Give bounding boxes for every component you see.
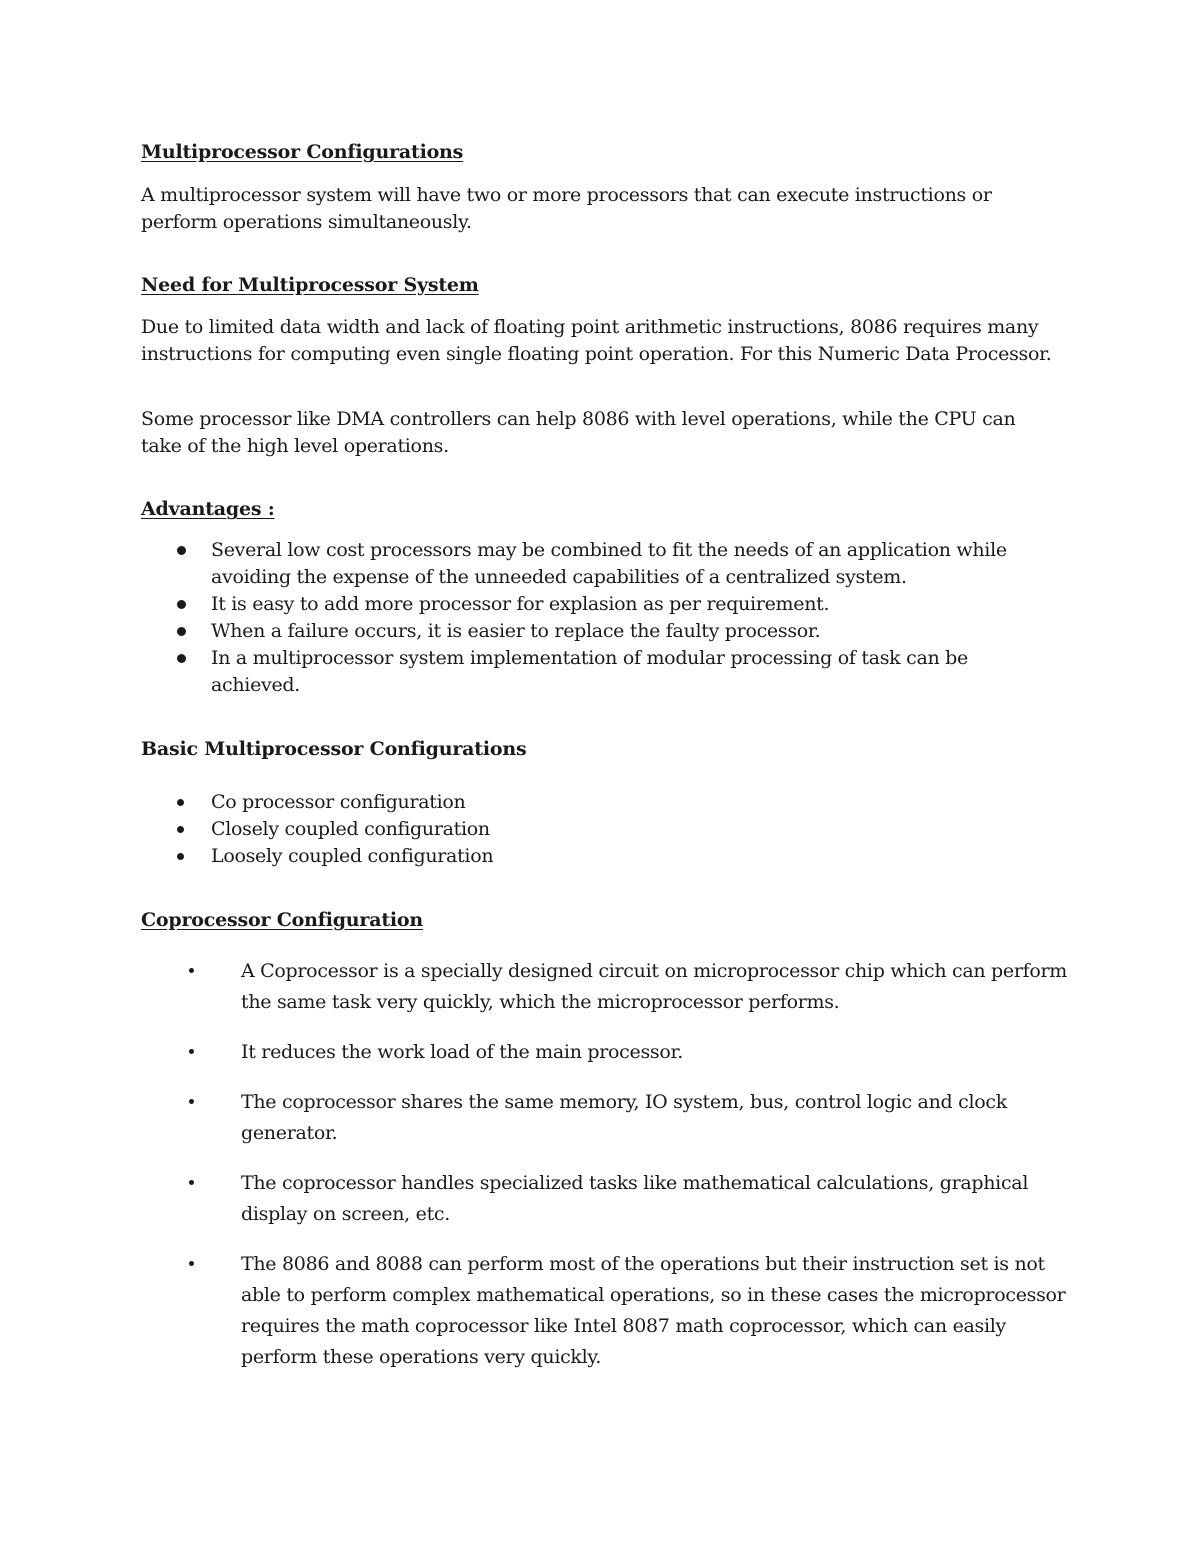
list-item-text: It is easy to add more processor for explasion as per requirement.	[211, 593, 830, 616]
list-item	[141, 816, 1081, 843]
list-item-text: Closely coupled configuration	[211, 817, 490, 840]
bullet-icon	[177, 654, 186, 663]
list-item	[141, 1249, 1071, 1373]
list-item	[141, 591, 1021, 618]
bullet-icon	[177, 799, 184, 806]
section-basic-configurations	[141, 737, 1081, 870]
list-item-text: Several low cost processors may be combined to fit the needs of an application while avoiding the expense of the unneeded capabilities of a centralized system.	[211, 539, 1007, 589]
bullet-icon	[177, 826, 184, 833]
list-item-text: When a failure occurs, it is easier to replace the faulty processor.	[211, 620, 821, 643]
list-item	[141, 843, 1081, 870]
list-item	[141, 645, 1021, 699]
list-item-text: A Coprocessor is a specially designed circuit on microprocessor chip which can perform the same task very quickly, which the microprocessor performs.	[241, 960, 1068, 1014]
section-coprocessor-configuration	[141, 908, 1081, 1374]
list-item	[141, 789, 1081, 816]
list-item	[141, 1037, 1071, 1068]
bullet-icon	[177, 546, 186, 555]
list-item-text: Co processor configuration	[211, 790, 466, 813]
section-advantages	[141, 497, 1081, 699]
bullet-icon	[189, 968, 194, 973]
list-item-text: Loosely coupled configuration	[211, 844, 494, 867]
bullet-icon	[177, 600, 186, 609]
section-title: Need for Multiprocessor System	[141, 273, 479, 296]
basic-configurations-list	[141, 789, 1081, 870]
document-page	[141, 140, 1081, 1392]
section-title: Advantages :	[141, 498, 275, 521]
list-item	[141, 537, 1021, 591]
list-item-text: It reduces the work load of the main processor.	[241, 1041, 683, 1064]
advantages-list	[141, 537, 1021, 699]
coprocessor-list	[141, 956, 1071, 1373]
bullet-icon	[189, 1049, 194, 1054]
paragraph: A multiprocessor system will have two or more processors that can execute instructions or perform operations simultaneously.	[141, 183, 992, 233]
section-title: Multiprocessor Configurations	[141, 141, 464, 163]
bullet-icon	[189, 1180, 194, 1185]
list-item-text: The 8086 and 8088 can perform most of the operations but their instruction set is not able to perform complex mathematical operations, so in these cases the microprocessor requires the math coprocessor like Intel 8087 math coprocessor, which can easily perform these operations very quickly.	[241, 1253, 1066, 1369]
section-title: Coprocessor Configuration	[141, 908, 424, 931]
list-item-text: In a multiprocessor system implementation of modular processing of task can be achieved.	[211, 647, 968, 697]
bullet-icon	[189, 1261, 194, 1266]
section-multiprocessor-configurations	[141, 140, 1081, 236]
list-item	[141, 1168, 1071, 1230]
bullet-icon	[189, 1099, 194, 1104]
list-item	[141, 956, 1071, 1018]
bullet-icon	[177, 627, 186, 636]
list-item	[141, 1087, 1071, 1149]
list-item-text: The coprocessor shares the same memory, IO system, bus, control logic and clock generator.	[241, 1091, 1007, 1145]
paragraph: Some processor like DMA controllers can help 8086 with level operations, while the CPU can take of the high level operations.	[141, 408, 1016, 458]
paragraph: Due to limited data width and lack of floating point arithmetic instructions, 8086 requires many instructions for computing even single floating point operation. For this Numeric Data Processor.	[141, 316, 1052, 366]
bullet-icon	[177, 853, 184, 860]
section-title: Basic Multiprocessor Configurations	[141, 738, 527, 761]
section-need-for-multiprocessor	[141, 273, 1081, 461]
list-item	[141, 618, 1021, 645]
list-item-text: The coprocessor handles specialized tasks like mathematical calculations, graphical display on screen, etc.	[241, 1172, 1029, 1226]
